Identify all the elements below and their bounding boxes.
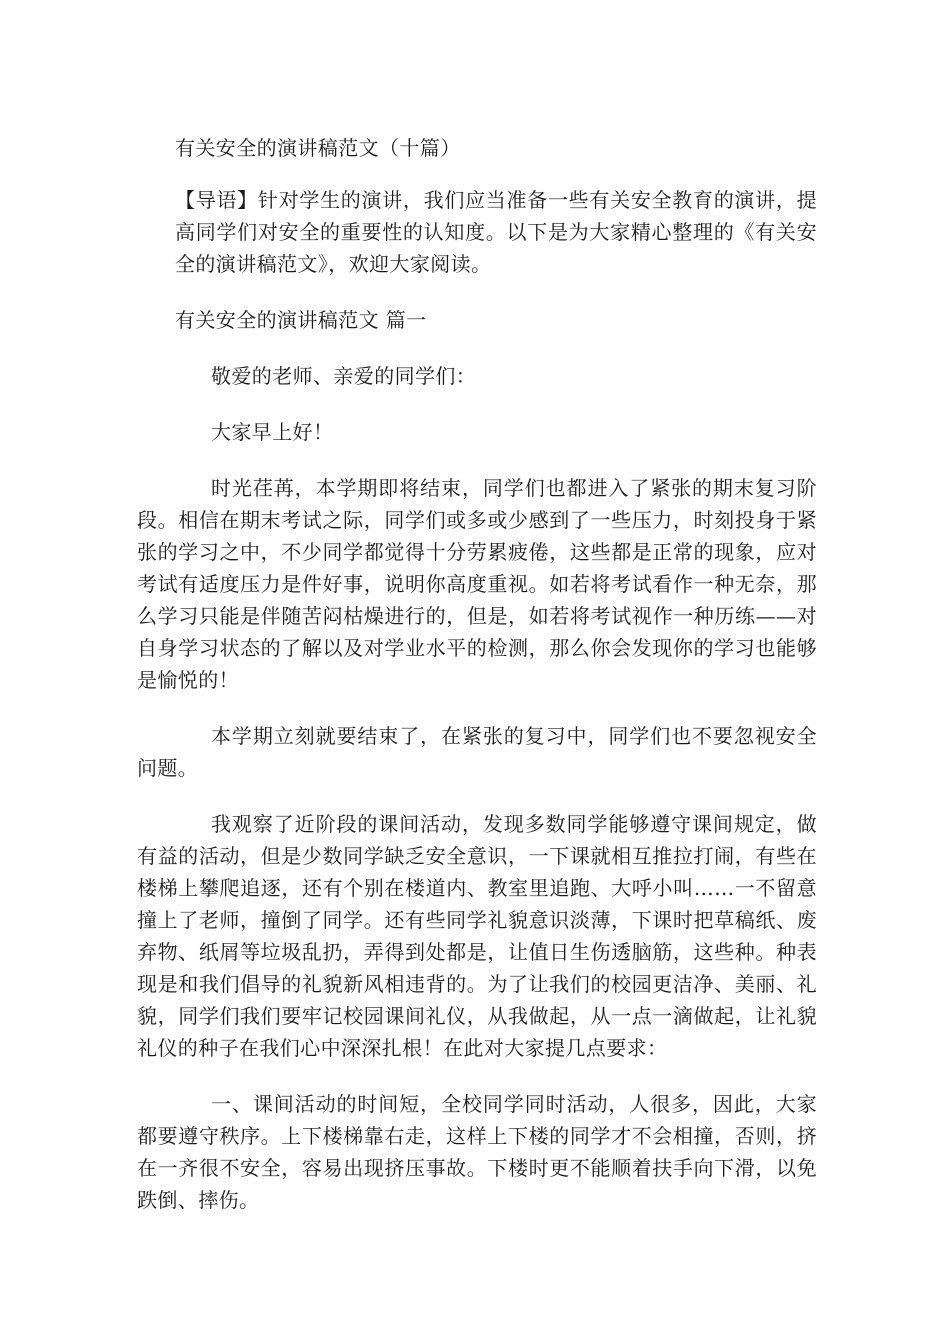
body-paragraph-4: 一、课间活动的时间短，全校同学同时活动，人很多，因此，大家都要遵守秩序。上下楼梯靠右走，这样上下楼的同学才不会相撞，否则，挤在一齐很不安全，容易出现挤压事故。下楼时更不能顺着扶手向下滑，以免跌倒、摔伤。 [137, 1092, 817, 1212]
body-paragraph-3: 我观察了近阶段的课间活动，发现多数同学能够遵守课间规定，做有益的活动，但是少数同学缺乏安全意识，一下课就相互推拉打闹，有些在楼梯上攀爬追逐，还有个别在楼道内、教室里追跑、大呼小叫……一不留意撞上了老师，撞倒了同学。还有些同学礼貌意识淡薄，下课时把草稿纸、废弃物、纸屑等垃圾乱扔，弄得到处都是，让值日生伤透脑筋，这些种。种表现是和我们倡导的礼貌新风相违背的。为了让我们的校园更洁净、美丽、礼貌，同学们我们要牢记校园课间礼仪，从我做起，从一点一滴做起，让礼貌礼仪的种子在我们心中深深扎根！在此对大家提几点要求： [137, 812, 817, 1060]
greeting: 大家早上好！ [211, 420, 334, 444]
intro-paragraph: 【导语】针对学生的演讲，我们应当准备一些有关安全教育的演讲，提高同学们对安全的重要性的认知度。以下是为大家精心整理的《有关安全的演讲稿范文》，欢迎大家阅读。 [175, 188, 817, 276]
document-title: 有关安全的演讲稿范文（十篇） [175, 136, 461, 160]
section-heading: 有关安全的演讲稿范文 篇一 [175, 308, 427, 332]
body-paragraph-1: 时光荏苒，本学期即将结束，同学们也都进入了紧张的期末复习阶段。相信在期末考试之际，同学们或多或少感到了一些压力，时刻投身于紧张的学习之中，不少同学都觉得十分劳累疲倦，这些都是正常的现象，应对考试有适度压力是件好事，说明你高度重视。如若将考试看作一种无奈，那么学习只能是伴随苦闷枯燥进行的，但是，如若将考试视作一种历练——对自身学习状态的了解以及对学业水平的检测，那么你会发现你的学习也能够是愉悦的！ [137, 476, 817, 692]
body-paragraph-2: 本学期立刻就要结束了，在紧张的复习中，同学们也不要忽视安全问题。 [137, 724, 817, 780]
salutation: 敬爱的老师、亲爱的同学们： [211, 364, 477, 388]
document-body [137, 132, 817, 1216]
